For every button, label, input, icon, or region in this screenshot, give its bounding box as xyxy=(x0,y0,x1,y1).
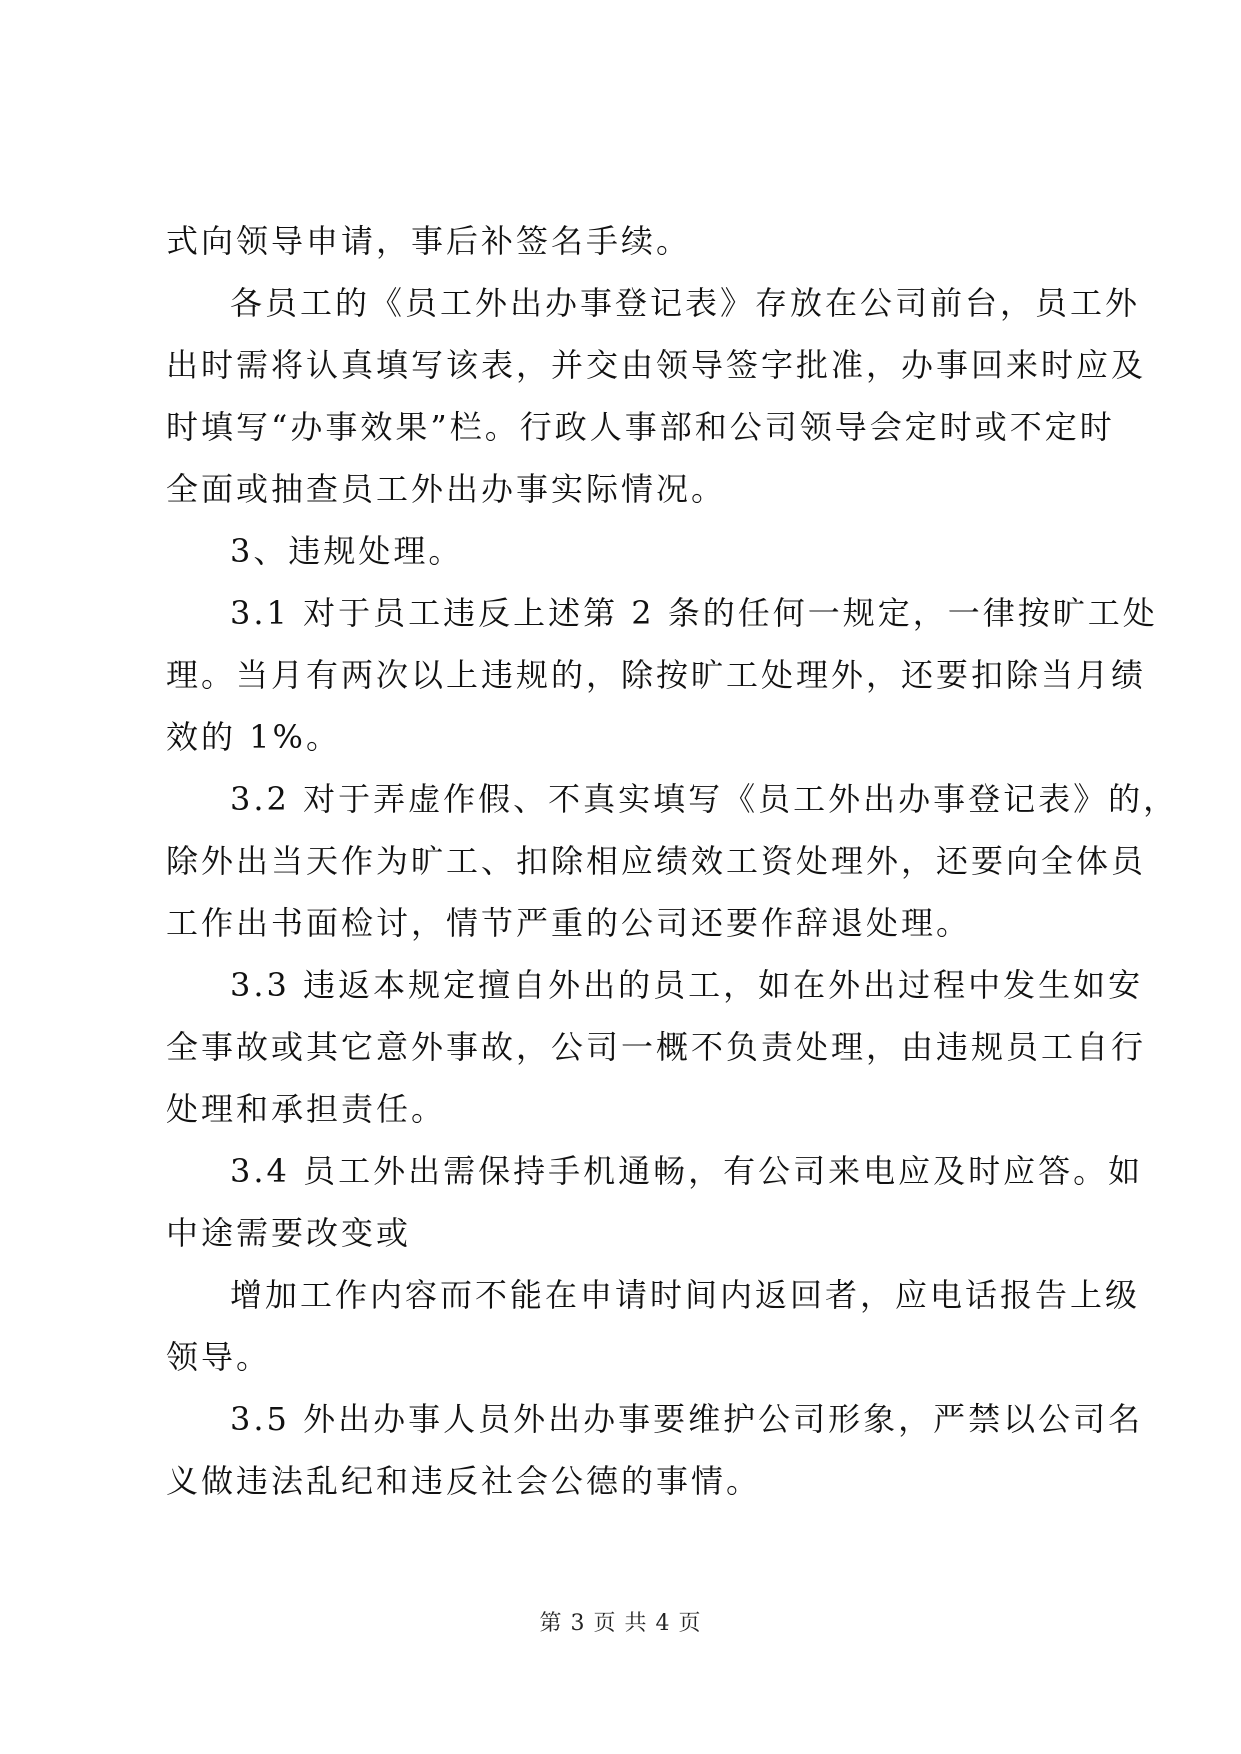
text-line: 时填写“办事效果”栏。行政人事部和公司领导会定时或不定时 xyxy=(166,408,1115,446)
text-line: 处理和承担责任。 xyxy=(166,1090,447,1128)
text-line: 工作出书面检讨，情节严重的公司还要作辞退处理。 xyxy=(166,904,972,942)
text-line: 3.3 违返本规定擅自外出的员工，如在外出过程中发生如安 xyxy=(230,966,1144,1004)
text-line: 领导。 xyxy=(166,1338,272,1376)
text-line: 理。当月有两次以上违规的，除按旷工处理外，还要扣除当月绩 xyxy=(166,656,1147,694)
text-line: 全面或抽查员工外出办事实际情况。 xyxy=(166,470,727,508)
document-body xyxy=(166,210,1179,1512)
text-line: 3.5 外出办事人员外出办事要维护公司形象，严禁以公司名 xyxy=(230,1400,1144,1438)
text-line: 出时需将认真填写该表，并交由领导签字批准，办事回来时应及 xyxy=(166,346,1147,384)
text-line: 3.4 员工外出需保持手机通畅，有公司来电应及时应答。如 xyxy=(230,1152,1144,1190)
text-line: 3.2 对于弄虚作假、不真实填写《员工外出办事登记表》的， xyxy=(230,780,1179,818)
text-line: 全事故或其它意外事故，公司一概不负责处理，由违规员工自行 xyxy=(166,1028,1147,1066)
page-number-footer: 第 3 页 共 4 页 xyxy=(539,1611,702,1636)
text-line: 除外出当天作为旷工、扣除相应绩效工资处理外，还要向全体员 xyxy=(166,842,1147,880)
text-line: 义做违法乱纪和违反社会公德的事情。 xyxy=(166,1462,762,1500)
text-line: 效的 1%。 xyxy=(166,718,341,756)
section-heading: 3、违规处理。 xyxy=(230,532,464,570)
text-line: 中途需要改变或 xyxy=(166,1214,412,1252)
text-line: 3.1 对于员工违反上述第 2 条的任何一规定，一律按旷工处 xyxy=(230,594,1158,632)
text-line: 增加工作内容而不能在申请时间内返回者，应电话报告上级 xyxy=(230,1276,1141,1314)
text-line: 式向领导申请，事后补签名手续。 xyxy=(166,222,692,260)
text-line: 各员工的《员工外出办事登记表》存放在公司前台，员工外 xyxy=(230,284,1141,322)
